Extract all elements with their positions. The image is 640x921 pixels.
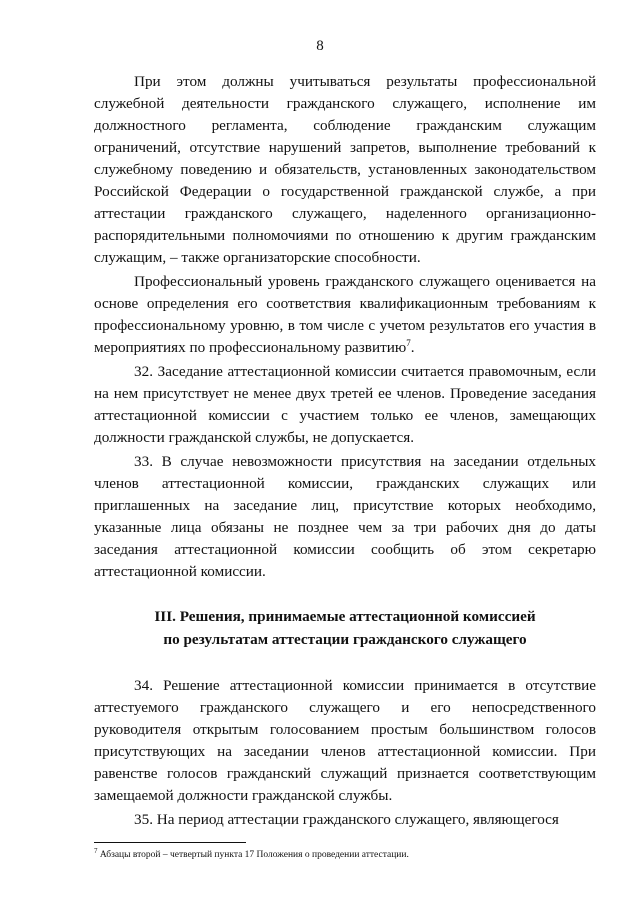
paragraph-professional-level-text: Профессиональный уровень гражданского служащего оценивается на основе определения его соответствия квалификационным требованиям к профессиональному уровню, в том числе с учетом результатов его участия в мероприятиях по профессиональному развитию bbox=[94, 273, 596, 356]
paragraph-evaluation-criteria: При этом должны учитываться результаты профессиональной служебной деятельности гражданского служащего, исполнение им должностного регламента, соблюдение гражданским служащим ограничений, отсутствие нарушений запретов, выполнение требований к служебному поведению и обязательств, установленных законодательством Российской Федерации о государственной гражданской службе, а при аттестации гражданского служащего, наделенного организационно-распорядительными полномочиями по отношению к другим гражданским служащим, – также организаторские способности. bbox=[94, 73, 596, 266]
section-heading-line-2: по результатам аттестации гражданского служащего bbox=[163, 631, 527, 648]
paragraph-professional-level-end: . bbox=[410, 339, 415, 356]
section-heading bbox=[94, 605, 596, 651]
section-heading-line-1: III. Решения, принимаемые аттестационной комиссией bbox=[154, 608, 536, 625]
paragraph-item-34: 34. Решение аттестационной комиссии принимается в отсутствие аттестуемого гражданского служащего и его непосредственного руководителя открытым голосованием простым большинством голосов присутствующих на заседании членов аттестационной комиссии. При равенстве голосов гражданский служащий признается соответствующим замещаемой должности гражданской службы. bbox=[94, 677, 596, 804]
paragraph-item-33: 33. В случае невозможности присутствия на заседании отдельных членов аттестационной комиссии, гражданских служащих или приглашенных на заседание лиц, присутствие которых необходимо, указанные лица обязаны не позднее чем за три рабочих дня до даты заседания аттестационной комиссии сообщить об этом секретарю аттестационной комиссии. bbox=[94, 453, 596, 580]
body-text bbox=[94, 71, 596, 831]
footnote-text: Абзацы второй – четвертый пункта 17 Положения о проведении аттестации. bbox=[97, 850, 409, 860]
footnote-marker: 7 bbox=[94, 846, 98, 855]
page-number: 8 bbox=[316, 38, 324, 54]
paragraph-professional-level bbox=[94, 271, 596, 359]
paragraph-item-32: 32. Заседание аттестационной комиссии считается правомочным, если на нем присутствует не менее двух третей ее членов. Проведение заседания аттестационной комиссии с участием только ее членов, замещающих должности гражданской службы, не допускается. bbox=[94, 363, 596, 446]
paragraph-item-35: 35. На период аттестации гражданского служащего, являющегося bbox=[134, 811, 559, 828]
footnote bbox=[94, 846, 596, 861]
footnote-reference: 7 bbox=[406, 337, 411, 348]
footnote-divider bbox=[94, 842, 246, 843]
